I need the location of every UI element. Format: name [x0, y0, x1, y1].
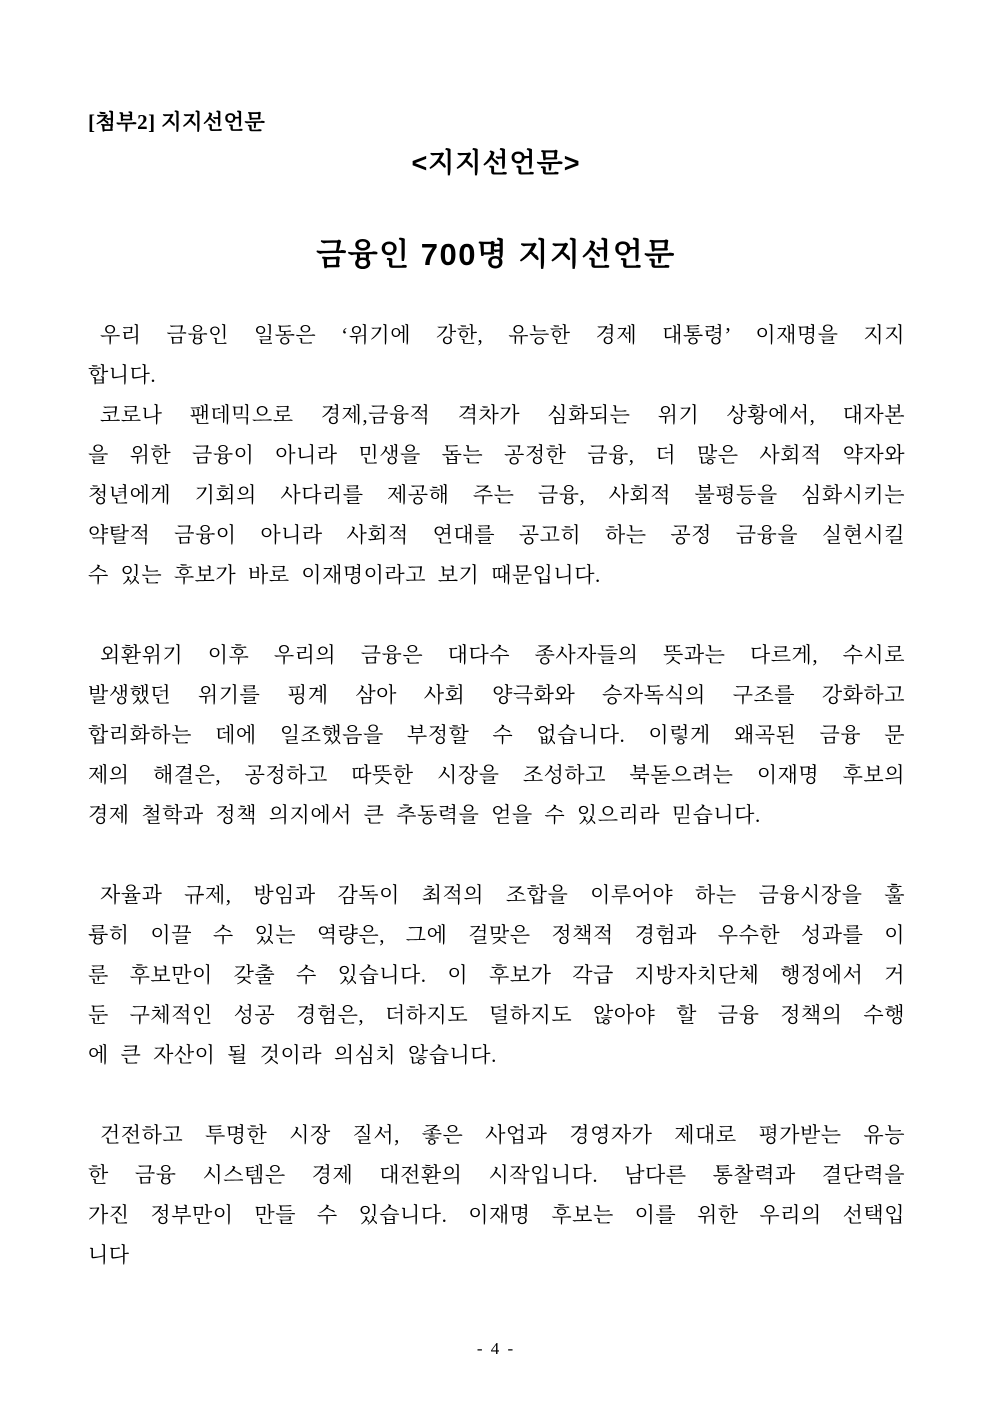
paragraph-2: [88, 635, 905, 835]
text-line: 약탈적 금융이 아니라 사회적 연대를 공고히 하는 공정 금융을 실현시킬: [88, 523, 905, 547]
text-line: 외환위기 이후 우리의 금융은 대다수 종사자들의 뜻과는 다르게, 수시로: [100, 643, 905, 667]
text-line: 에 큰 자산이 될 것이라 의심치 않습니다.: [88, 1043, 497, 1067]
text-line: 제의 해결은, 공정하고 따뜻한 시장을 조성하고 북돋으려는 이재명 후보의: [88, 763, 905, 787]
text-line: 니다: [88, 1243, 130, 1267]
text-line: 둔 구체적인 성공 경험은, 더하지도 덜하지도 않아야 할 금융 정책의 수행: [88, 1003, 905, 1027]
text-line: 합리화하는 데에 일조했음을 부정할 수 없습니다. 이렇게 왜곡된 금융 문: [88, 723, 905, 747]
paragraph-3: [88, 875, 905, 1075]
text-line: 청년에게 기회의 사다리를 제공해 주는 금융, 사회적 불평등을 심화시키는: [88, 483, 905, 507]
text-line: 코로나 팬데믹으로 경제,금융적 격차가 심화되는 위기 상황에서, 대자본: [100, 403, 905, 427]
text-line: 건전하고 투명한 시장 질서, 좋은 사업과 경영자가 제대로 평가받는 유능: [100, 1123, 905, 1147]
page-number: - 4 -: [476, 1339, 516, 1358]
text-line: 합니다.: [88, 363, 157, 387]
paragraph-4: [88, 1115, 905, 1275]
text-line: 발생했던 위기를 핑계 삼아 사회 양극화와 승자독식의 구조를 강화하고: [88, 683, 905, 707]
text-line: 한 금융 시스템은 경제 대전환의 시작입니다. 남다른 통찰력과 결단력을: [88, 1163, 905, 1187]
text-line: 룬 후보만이 갖출 수 있습니다. 이 후보가 각급 지방자치단체 행정에서 거: [88, 963, 905, 987]
text-line: 가진 정부만이 만들 수 있습니다. 이재명 후보는 이를 위한 우리의 선택입: [88, 1203, 905, 1227]
text-line: 자율과 규제, 방임과 감독이 최적의 조합을 이루어야 하는 금융시장을 훌: [100, 883, 905, 907]
text-line: 우리 금융인 일동은 ‘위기에 강한, 유능한 경제 대통령’ 이재명을 지지: [100, 323, 905, 347]
document-body: [88, 315, 905, 1275]
paragraph-1: [88, 315, 905, 595]
attachment-label: [첨부2] 지지선언문: [88, 110, 266, 134]
main-title: 금융인 700명 지지선언문: [316, 237, 676, 272]
text-line: 경제 철학과 정책 의지에서 큰 추동력을 얻을 수 있으리라 믿습니다.: [88, 803, 761, 827]
text-line: 수 있는 후보가 바로 이재명이라고 보기 때문입니다.: [88, 563, 601, 587]
text-line: 륭히 이끌 수 있는 역량은, 그에 걸맞은 정책적 경험과 우수한 성과를 이: [88, 923, 905, 947]
section-title: <지지선언문>: [411, 148, 581, 178]
text-line: 을 위한 금융이 아니라 민생을 돕는 공정한 금융, 더 많은 사회적 약자와: [88, 443, 905, 467]
